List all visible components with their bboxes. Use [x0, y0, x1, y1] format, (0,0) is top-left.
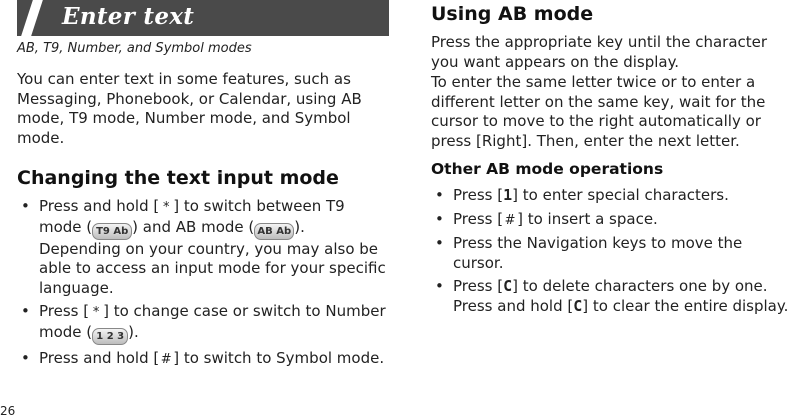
- key-c-label: C: [503, 277, 513, 295]
- ab-mode-heading: Using AB mode: [431, 3, 594, 25]
- list-item: [17, 349, 389, 370]
- text-run: ). Depending on your country, you may also be able to access an input mode for your specific language.: [39, 217, 386, 297]
- t9-mode-icon: T9 Ab: [92, 223, 132, 240]
- text-run: ] to switch between T9 mode (: [39, 197, 345, 236]
- text-run: Press [: [39, 302, 90, 320]
- text-run: Press [: [453, 277, 504, 295]
- text-run: Press [: [453, 186, 504, 204]
- hash-key-icon: #: [160, 351, 172, 367]
- star-key-icon: *: [92, 305, 100, 320]
- text-run: Press and hold [: [39, 197, 160, 215]
- list-item: [431, 186, 796, 206]
- text-run: ).: [128, 322, 139, 341]
- list-item: [431, 210, 796, 231]
- hash-key-icon: #: [504, 212, 516, 228]
- list-item: [431, 277, 796, 316]
- changing-mode-list: [17, 197, 389, 373]
- text-run: ] to enter special characters.: [512, 186, 729, 204]
- section-header-bar: [17, 0, 389, 36]
- key-1-label: 1: [503, 186, 513, 204]
- text-run: Press and hold [: [39, 348, 160, 367]
- ab-mode-icon: AB Ab: [254, 223, 294, 240]
- star-key-icon: *: [162, 200, 170, 215]
- section-title: Enter text: [62, 3, 195, 30]
- section-subtitle: AB, T9, Number, and Symbol modes: [17, 41, 252, 56]
- other-ops-heading: Other AB mode operations: [431, 160, 664, 178]
- page-number: 26: [0, 404, 16, 418]
- text-run: ] to insert a space.: [517, 209, 658, 228]
- text-run: Press the Navigation keys to move the cursor.: [453, 234, 743, 272]
- list-item: [431, 234, 796, 273]
- text-run: ] to clear the entire display.: [582, 296, 789, 315]
- other-ops-list: [431, 186, 796, 320]
- list-item: [17, 302, 389, 345]
- text-run: ] to switch to Symbol mode.: [173, 348, 385, 367]
- ab-mode-paragraph-1: Press the appropriate key until the character you want appears on the display.: [431, 33, 768, 71]
- key-c-label: C: [573, 296, 583, 315]
- ab-mode-paragraph-2: To enter the same letter twice or to enter a different letter on the same key, wait for the cursor to move to the right automatically or press [Right]. Then, enter the next letter.: [431, 73, 766, 150]
- number-mode-icon: 1 2 3: [92, 328, 128, 345]
- text-run: ) and AB mode (: [132, 217, 255, 236]
- intro-paragraph: You can enter text in some features, such as Messaging, Phonebook, or Calendar, using AB mode, T9 mode, Number mode, and Symbol mode.: [17, 70, 362, 147]
- text-run: ] to delete characters one by one. Press and hold [: [453, 277, 768, 315]
- list-item: [17, 197, 389, 298]
- text-run: ] to change case or switch to Number mode (: [39, 302, 386, 341]
- changing-mode-heading: Changing the text input mode: [17, 167, 339, 189]
- header-decoration: [20, 0, 44, 36]
- text-run: Press [: [453, 209, 504, 228]
